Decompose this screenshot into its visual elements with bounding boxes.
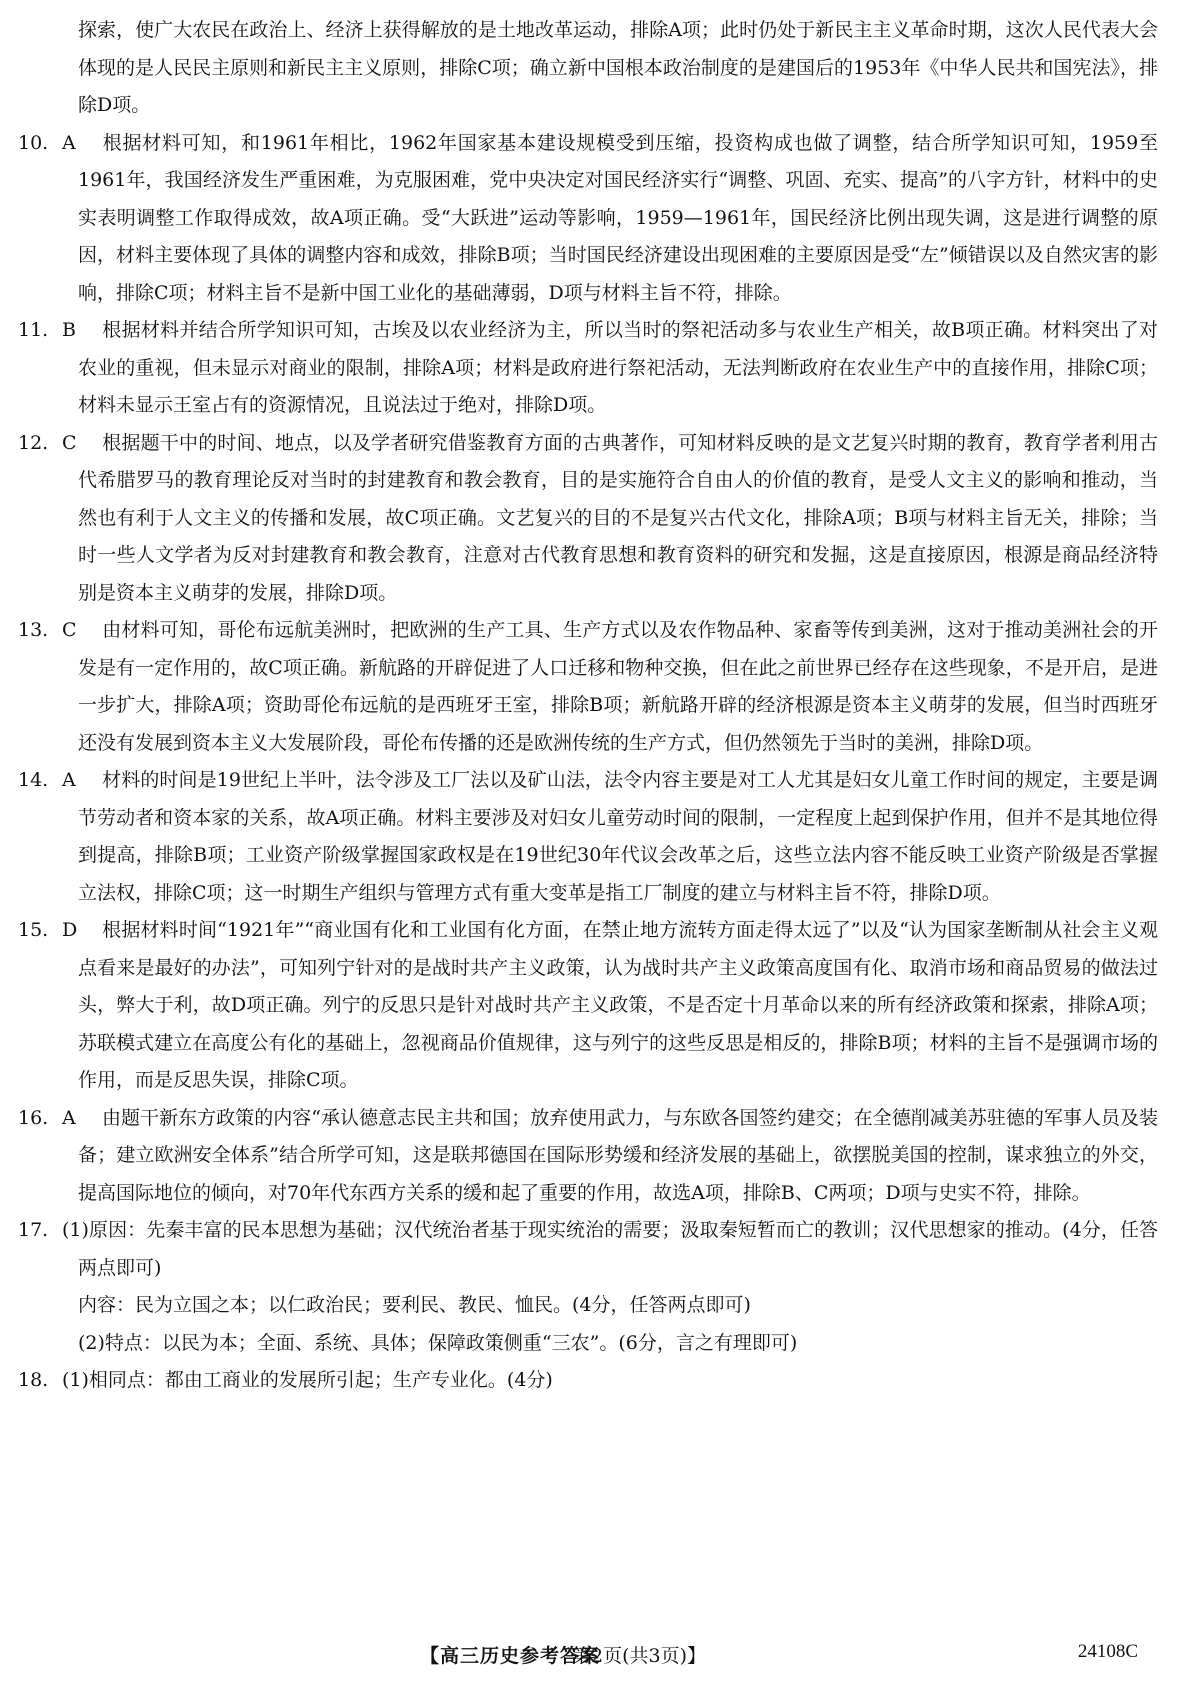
answer-item-12 [18,425,1158,613]
answer-item-16 [18,1100,1158,1213]
answer-item-18 [18,1362,1158,1400]
question-number: 10. [18,131,49,154]
question-number: 11. [18,319,49,341]
answer-item-10 [18,125,1158,313]
answer-letter: A [62,769,76,791]
question-number: 14. [18,769,49,791]
footer-page-number: 第2页(共3页)】 [572,1645,707,1667]
answer-letter: B [62,319,76,341]
page-footer [0,1641,1200,1681]
answer-letter: D [62,919,78,941]
q17-part2: (2)特点：以民为本；全面、系统、具体；保障政策侧重“三农”。(6分，言之有理即可) [78,1331,798,1354]
answer-item-17 [18,1212,1158,1362]
answer-letter: C [62,431,77,454]
question-number: 15. [18,919,49,941]
intro-paragraph: 探索，使广大农民在政治上、经济上获得解放的是土地改革运动，排除A项；此时仍处于新民主主义革命时期，这次人民代表大会体现的是人民民主原则和新民主主义原则，排除C项；确立新中国根本政治制度的是建国后的1953年《中华人民共和国宪法》，排除D项。 [78,19,1158,116]
answer-item-14 [18,762,1158,912]
question-number: 16. [18,1106,49,1129]
answer-item-13 [18,612,1158,762]
footer-title: 【高三历史参考答案 [420,1645,601,1667]
explanation-text: 由题干新东方政策的内容“承认德意志民主共和国；放弃使用武力，与东欧各国签约建交；在全德削减美苏驻德的军事人员及装备；建立欧洲安全体系”结合所学可知，这是联邦德国在国际形势缓和经济发展的基础上，欲摆脱美国的控制，谋求独立的外交，提高国际地位的倾向，对70年代东西方关系的缓和起了重要的作用，故选A项，排除B、C两项；D项与史实不符，排除。 [78,1106,1158,1204]
question-number: 13. [18,619,49,641]
answer-letter: A [62,1106,76,1129]
q18-part1: (1)相同点：都由工商业的发展所引起；生产专业化。(4分) [62,1369,553,1391]
explanation-text: 材料的时间是19世纪上半叶，法令涉及工厂法以及矿山法，法令内容主要是对工人尤其是妇女儿童工作时间的规定，主要是调节劳动者和资本家的关系，故A项正确。材料主要涉及对妇女儿童劳动时间的限制，一定程度上起到保护作用，但并不是其地位得到提高，排除B项；工业资产阶级掌握国家政权是在19世纪30年代议会改革之后，这些立法内容不能反映工业资产阶级是否掌握立法权，排除C项；这一时期生产组织与管理方式有重大变革是指工厂制度的建立与材料主旨不符，排除D项。 [78,769,1158,904]
explanation-text: 根据材料可知，和1961年相比，1962年国家基本建设规模受到压缩，投资构成也做了调整，结合所学知识可知，1959至1961年，我国经济发生严重困难，为克服困难，党中央决定对国民经济实行“调整、巩固、充实、提高”的八字方针，材料中的史实表明调整工作取得成效，故A项正确。受“大跃进”运动等影响，1959—1961年，国民经济比例出现失调，这是进行调整的原因，材料主要体现了具体的调整内容和成效，排除B项；当时国民经济建设出现困难的主要原因是受“左”倾错误以及自然灾害的影响，排除C项；材料主旨不是新中国工业化的基础薄弱，D项与材料主旨不符，排除。 [78,131,1158,304]
q17-content: 内容：民为立国之本；以仁政治民；要利民、教民、恤民。(4分，任答两点即可) [78,1294,751,1316]
question-number: 18. [18,1369,49,1391]
explanation-text: 由材料可知，哥伦布远航美洲时，把欧洲的生产工具、生产方式以及农作物品种、家畜等传到美洲，这对于推动美洲社会的开发是有一定作用的，故C项正确。新航路的开辟促进了人口迁移和物种交换，但在此之前世界已经存在这些现象，不是开启，是进一步扩大，排除A项；资助哥伦布远航的是西班牙王室，排除B项；新航路开辟的经济根源是资本主义萌芽的发展，但当时西班牙还没有发展到资本主义大发展阶段，哥伦布传播的还是欧洲传统的生产方式，但仍然领先于当时的美洲，排除D项。 [78,619,1158,754]
explanation-text: 根据材料时间“1921年”“商业国有化和工业国有化方面，在禁止地方流转方面走得太远了”以及“认为国家垄断制从社会主义观点看来是最好的办法”，可知列宁针对的是战时共产主义政策，认为战时共产主义政策高度国有化、取消市场和商品贸易的做法过头，弊大于利，故D项正确。列宁的反思只是针对战时共产主义政策，不是否定十月革命以来的所有经济政策和探索，排除A项；苏联模式建立在高度公有化的基础上，忽视商品价值规律，这与列宁的这些反思是相反的，排除B项；材料的主旨不是强调市场的作用，而是反思失误，排除C项。 [78,919,1158,1091]
footer-code: 24108C [1077,1641,1138,1662]
explanation-text: 根据材料并结合所学知识可知，古埃及以农业经济为主，所以当时的祭祀活动多与农业生产相关，故B项正确。材料突出了对农业的重视，但未显示对商业的限制，排除A项；材料是政府进行祭祀活动，无法判断政府在农业生产中的直接作用，排除C项；材料未显示王室占有的资源情况，且说法过于绝对，排除D项。 [78,319,1158,416]
question-number: 17. [18,1219,49,1241]
answer-item-15 [18,912,1158,1100]
answer-item-11 [18,312,1158,425]
explanation-text: 根据题干中的时间、地点，以及学者研究借鉴教育方面的古典著作，可知材料反映的是文艺复兴时期的教育，教育学者利用古代希腊罗马的教育理论反对当时的封建教育和教会教育，目的是实施符合自由人的价值的教育，是受人文主义的影响和推动，当然也有利于人文主义的传播和发展，故C项正确。文艺复兴的目的不是复兴古代文化，排除A项；B项与材料主旨无关，排除；当时一些人文学者为反对封建教育和教会教育，注意对古代教育思想和教育资料的研究和发掘，这是直接原因，根源是商品经济特别是资本主义萌芽的发展，排除D项。 [78,431,1158,604]
q17-part1: (1)原因：先秦丰富的民本思想为基础；汉代统治者基于现实统治的需要；汲取秦短暂而亡的教训；汉代思想家的推动。(4分，任答两点即可) [62,1219,1158,1279]
question-number: 12. [18,431,49,454]
answer-letter: C [62,619,77,641]
answer-letter: A [62,131,76,154]
answer-content [18,12,1158,1400]
